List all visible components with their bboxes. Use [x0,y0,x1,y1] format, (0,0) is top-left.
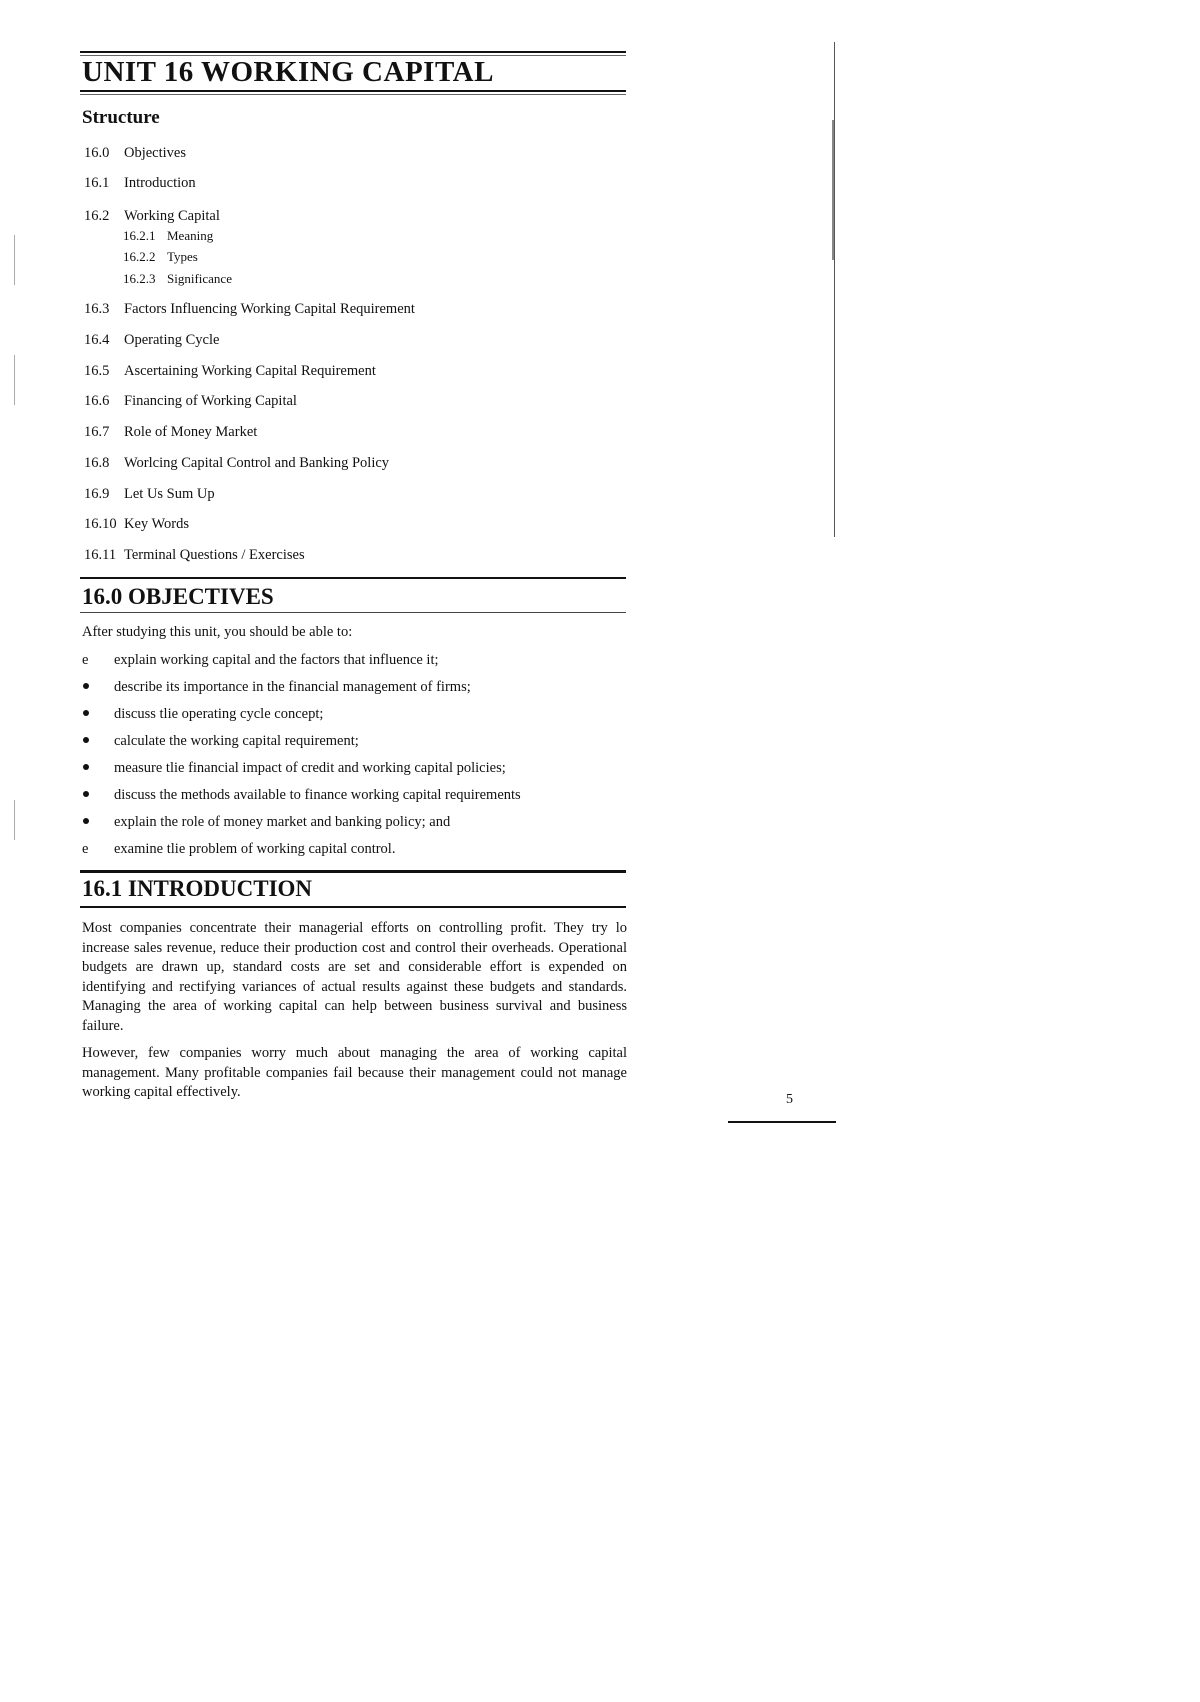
scan-edge-line [834,42,835,537]
objective-item: explain the role of money market and banking policy; and [82,814,450,831]
objectives-intro: After studying this unit, you should be able to: [82,624,353,640]
page-number: 5 [786,1092,793,1107]
toc-subitem: 16.2.2 Types [123,249,198,264]
introduction-paragraph: Most companies concentrate their managerial efforts on controlling profit. They try lo increase sales revenue, reduce their production cost and control their overheads. Operational budgets are drawn up, standard costs are set and considerable effort is expended on identifying and rectifying variances of actual results against these budgets and standards. Managing the area of working capital can help between business survival and business failure. [82,920,627,1034]
objective-item: measure tlie financial impact of credit and working capital policies; [82,760,506,777]
scan-edge-line [832,120,834,260]
scan-edge-mark [14,235,15,285]
bullet-dot-icon [83,764,89,770]
bullet-dot-icon [83,791,89,797]
objective-item: discuss tlie operating cycle concept; [82,706,323,723]
objectives-top-rule [80,577,626,579]
toc-item: 16.9 Let Us Sum Up [84,486,215,502]
introduction-bottom-rule [80,906,626,908]
toc-item: 16.3 Factors Influencing Working Capital Requirement [84,301,415,317]
toc-item: 16.11 Terminal Questions / Exercises [84,547,305,563]
structure-heading: Structure [82,107,160,128]
introduction-top-rule [80,870,626,873]
scan-edge-mark [14,800,15,840]
bullet-dot-icon [83,683,89,689]
unit-title: UNIT 16 WORKING CAPITAL [82,56,494,88]
objective-item: calculate the working capital requirement; [82,733,359,750]
toc-subitem: 16.2.3 Significance [123,271,232,286]
page-number-rule [728,1121,836,1123]
objectives-bottom-rule [80,612,626,613]
toc-item: 16.4 Operating Cycle [84,332,220,348]
objective-item: e explain working capital and the factors that influence it; [82,652,439,668]
introduction-paragraph: However, few companies worry much about managing the area of working capital management. Many profitable companies fail because their management could not manage working capital effectively. [82,1045,627,1100]
toc-item: 16.7 Role of Money Market [84,424,258,440]
toc-item: 16.10 Key Words [84,516,190,532]
toc-subitem: 16.2.1 Meaning [123,228,214,243]
introduction-heading: 16.1 INTRODUCTION [82,876,313,901]
objectives-heading: 16.0 OBJECTIVES [82,584,274,609]
title-top-rule [80,51,626,53]
toc-item: 16.0 Objectives [84,145,187,161]
toc-item: 16.1 Introduction [84,175,196,191]
scan-edge-mark [14,355,15,405]
toc-item: 16.8 Worlcing Capital Control and Banking Policy [84,455,390,471]
objective-item: describe its importance in the financial management of firms; [82,679,471,696]
bullet-dot-icon [83,710,89,716]
toc-item: 16.5 Ascertaining Working Capital Requirement [84,363,376,379]
bullet-dot-icon [83,818,89,824]
title-bottom-rule-thin [80,94,626,95]
objective-item: e examine tlie problem of working capital control. [82,841,396,857]
title-bottom-rule [80,90,626,92]
bullet-dot-icon [83,737,89,743]
objective-item: discuss the methods available to finance working capital requirements [82,787,521,804]
toc-item: 16.2 Working Capital [84,208,220,224]
toc-item: 16.6 Financing of Working Capital [84,393,297,409]
